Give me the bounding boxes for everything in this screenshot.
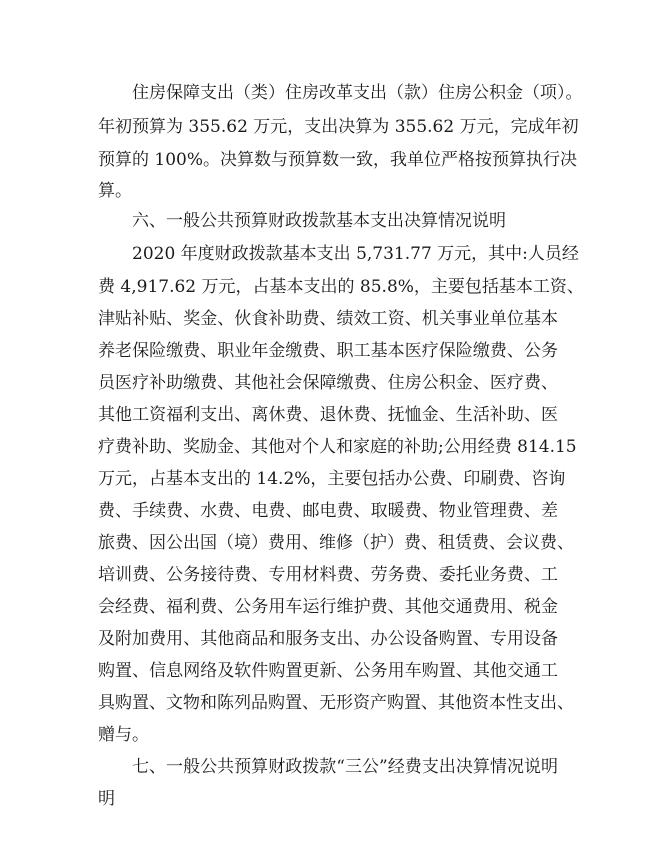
text-line: 算。 (98, 181, 132, 201)
text-line: 旅费、因公出国（境）费用、维修（护）费、租赁费、会议费、 (98, 533, 574, 553)
text-line: 年初预算为 355.62 万元，支出决算为 355.62 万元，完成年初 (98, 117, 579, 137)
text-line: 2020 年度财政拨款基本支出 5,731.77 万元，其中:人员经 (132, 244, 579, 264)
text-line: 培训费、公务接待费、专用材料费、劳务费、委托业务费、工 (98, 565, 558, 585)
text-line: 具购置、文物和陈列品购置、无形资产购置、其他资本性支出、 (98, 693, 574, 713)
text-line: 住房保障支出（类）住房改革支出（款）住房公积金（项）。 (132, 83, 583, 103)
section-heading: 六、一般公共预算财政拨款基本支出决算情况说明 (132, 211, 506, 231)
text-line: 万元，占基本支出的 14.2%，主要包括办公费、印刷费、咨询 (98, 469, 566, 489)
text-line: 费、手续费、水费、电费、邮电费、取暖费、物业管理费、差 (98, 501, 558, 521)
text-line: 疗费补助、奖励金、其他对个人和家庭的补助;公用经费 814.15 (98, 437, 577, 457)
text-line: 会经费、福利费、公务用车运行维护费、其他交通费用、税金 (98, 597, 558, 617)
text-line: 员医疗补助缴费、其他社会保障缴费、住房公积金、医疗费、 (98, 373, 558, 393)
section-heading-continuation: 明 (98, 789, 115, 809)
text-line: 养老保险缴费、职业年金缴费、职工基本医疗保险缴费、公务 (98, 341, 558, 361)
text-line: 及附加费用、其他商品和服务支出、办公设备购置、专用设备 (98, 629, 558, 649)
text-line: 赠与。 (98, 725, 149, 745)
text-line: 费 4,917.62 万元，占基本支出的 85.8%，主要包括基本工资、 (98, 277, 584, 297)
text-line: 其他工资福利支出、离休费、退休费、抚恤金、生活补助、医 (98, 405, 558, 425)
text-line: 预算的 100%。决算数与预算数一致，我单位严格按预算执行决 (98, 150, 578, 170)
text-line: 津贴补贴、奖金、伙食补助费、绩效工资、机关事业单位基本 (98, 309, 558, 329)
section-heading: 七、一般公共预算财政拨款“三公”经费支出决算情况说明 (132, 757, 558, 777)
text-line: 购置、信息网络及软件购置更新、公务用车购置、其他交通工 (98, 661, 558, 681)
